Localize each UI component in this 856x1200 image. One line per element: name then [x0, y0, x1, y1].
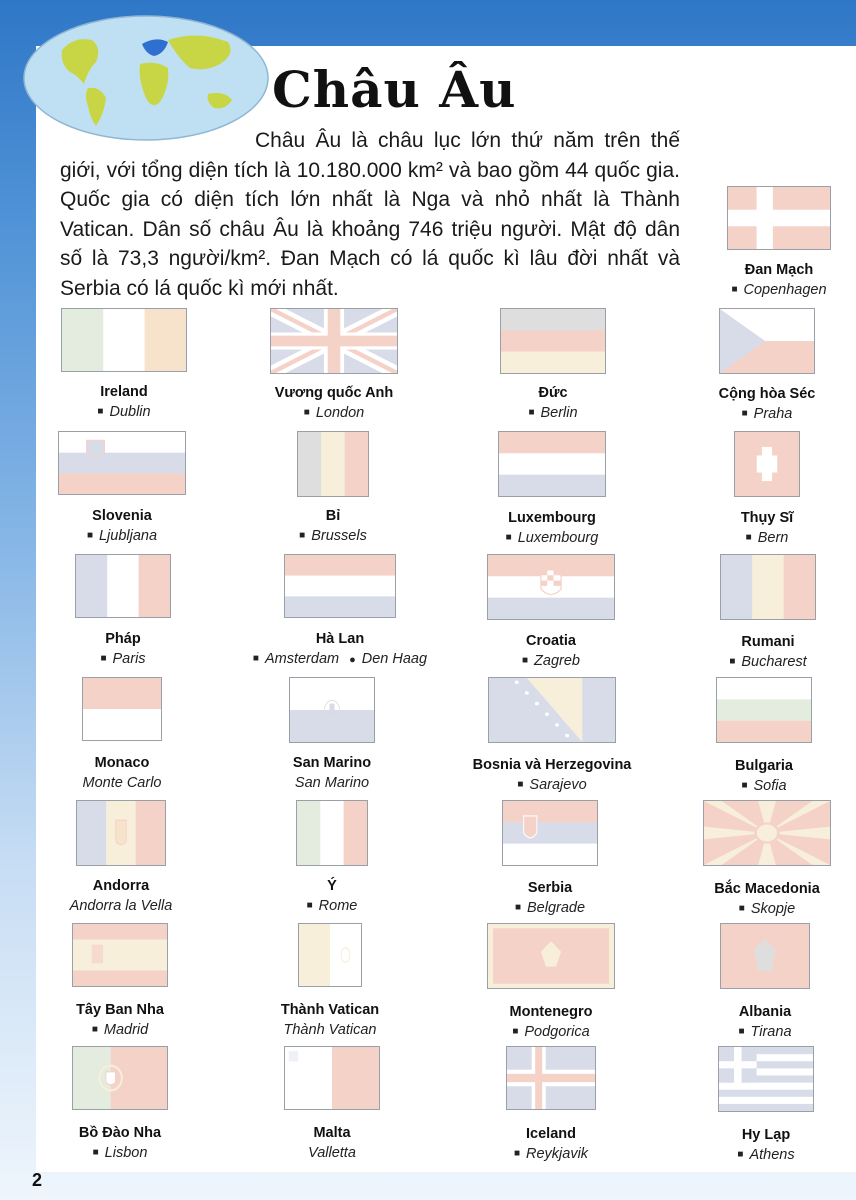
capital-name: Thành Vatican: [283, 1022, 377, 1038]
capital-dan-mach: [664, 282, 856, 298]
flag-bulgaria: [716, 677, 812, 743]
flag-cong-hoa-sec-graphic: [720, 309, 814, 373]
capital-serbia: [435, 900, 665, 916]
flag-tay-ban-nha: [72, 923, 168, 987]
capital-name: Reykjavik: [526, 1146, 589, 1162]
flag-bac-macedonia: [703, 800, 831, 866]
country-name-malta: Malta: [313, 1125, 351, 1141]
capital-name: Bern: [757, 530, 789, 546]
capital-name: Luxembourg: [517, 530, 599, 546]
flag-bi: [297, 431, 369, 497]
flag-rumani-graphic: [721, 555, 815, 619]
capital-bo-dao-nha: [5, 1145, 235, 1161]
flag-tay-ban-nha-graphic: [73, 924, 167, 986]
flag-thuy-si-graphic: [735, 432, 799, 496]
capital-marker-icon: ■: [737, 1149, 744, 1160]
flag-bosnia-va-herzegovina: [488, 677, 616, 743]
flag-vuong-quoc-anh: [270, 308, 398, 374]
capital-y: [217, 898, 447, 914]
country-name-thuy-si: Thụy Sĩ: [740, 510, 794, 526]
capital-rumani: [653, 654, 856, 670]
capital-name: Copenhagen: [743, 282, 827, 298]
flag-bo-dao-nha-graphic: [73, 1047, 167, 1109]
capital-ireland: [9, 404, 239, 420]
flag-bo-dao-nha: [72, 1046, 168, 1110]
capital-marker-icon: ■: [514, 902, 521, 913]
country-name-y: Ý: [327, 878, 337, 894]
flag-malta: [284, 1046, 380, 1110]
capital-slovenia: [7, 528, 237, 544]
capital-malta: [217, 1145, 447, 1161]
capital-marker-icon: ■: [738, 903, 745, 914]
flag-y: [296, 800, 368, 866]
country-name-albania: Albania: [738, 1004, 792, 1020]
flag-rumani: [720, 554, 816, 620]
page-number: 2: [32, 1170, 43, 1190]
flag-luxembourg-graphic: [499, 432, 605, 496]
flag-bulgaria-graphic: [717, 678, 811, 742]
flag-ha-lan: [284, 554, 396, 618]
capital-name: London: [315, 405, 365, 421]
capital-vuong-quoc-anh: [219, 405, 449, 421]
country-name-bi: Bỉ: [325, 508, 341, 524]
flag-san-marino-graphic: [290, 678, 374, 742]
capital-name: Sofia: [753, 778, 787, 794]
capital-marker-icon: ■: [303, 407, 310, 418]
flag-croatia-graphic: [488, 555, 614, 619]
flag-luxembourg: [498, 431, 606, 497]
country-name-bulgaria: Bulgaria: [734, 758, 793, 774]
flag-slovenia-graphic: [59, 432, 185, 494]
flag-montenegro: [487, 923, 615, 989]
capital-croatia: [436, 653, 666, 669]
flag-thuy-si: [734, 431, 800, 497]
capital-luxembourg: [437, 530, 667, 546]
capital-name: Zagreb: [534, 653, 580, 669]
country-name-montenegro: Montenegro: [509, 1004, 593, 1020]
flag-slovenia: [58, 431, 186, 495]
capital-name: Paris: [112, 651, 146, 667]
flag-dan-mach-graphic: [728, 187, 830, 249]
capital-montenegro: [436, 1024, 666, 1040]
flag-hy-lap: [718, 1046, 814, 1112]
flag-albania-graphic: [721, 924, 809, 988]
capital-tay-ban-nha: [5, 1022, 235, 1038]
capital-marker-icon: ■: [97, 406, 104, 417]
capital-marker-icon: ■: [522, 655, 529, 666]
country-name-vuong-quoc-anh: Vương quốc Anh: [274, 385, 394, 401]
world-map-globe: [22, 14, 270, 142]
flag-duc: [500, 308, 606, 374]
capital-marker-icon: ■: [306, 900, 313, 911]
capital-name: Andorra la Vella: [69, 898, 173, 914]
flag-andorra-graphic: [77, 801, 165, 865]
country-name-phap: Pháp: [105, 631, 141, 647]
capital-name: Bucharest: [741, 654, 807, 670]
country-name-iceland: Iceland: [526, 1126, 576, 1142]
flag-iceland: [506, 1046, 596, 1110]
capital-cong-hoa-sec: [652, 406, 856, 422]
country-name-san-marino: San Marino: [292, 755, 372, 771]
country-name-hy-lap: Hy Lạp: [741, 1127, 791, 1143]
capital-thuy-si: [652, 530, 856, 546]
country-name-luxembourg: Luxembourg: [508, 510, 596, 526]
capital-marker-icon: ■: [517, 779, 524, 790]
flag-bosnia-va-herzegovina-graphic: [489, 678, 615, 742]
country-name-thanh-vatican: Thành Vatican: [280, 1002, 380, 1018]
country-name-rumani: Rumani: [741, 634, 795, 650]
flag-phap-graphic: [76, 555, 170, 617]
capital-bi: [218, 528, 448, 544]
country-name-dan-mach: Đan Mạch: [744, 262, 814, 278]
capital-phap: [8, 651, 238, 667]
flag-montenegro-graphic: [488, 924, 614, 988]
flag-ireland-graphic: [62, 309, 186, 371]
flag-albania: [720, 923, 810, 989]
capital-marker-icon: ■: [299, 530, 306, 541]
flag-malta-graphic: [285, 1047, 379, 1109]
capital-marker-icon: ■: [738, 1026, 745, 1037]
capital-thanh-vatican: [215, 1022, 445, 1038]
capital-marker-icon: ■: [91, 1024, 98, 1035]
country-name-bo-dao-nha: Bồ Đào Nha: [78, 1125, 162, 1141]
flag-iceland-graphic: [507, 1047, 595, 1109]
country-name-tay-ban-nha: Tây Ban Nha: [76, 1002, 164, 1018]
capital-ha-lan: [225, 651, 455, 667]
country-name-croatia: Croatia: [526, 633, 576, 649]
capital-name: Amsterdam: [264, 651, 340, 667]
capital-name: Tirana: [750, 1024, 792, 1040]
capital-marker-icon: ■: [86, 530, 93, 541]
capital-marker-icon: ■: [505, 532, 512, 543]
capital-monaco: [7, 775, 237, 791]
capital-name: Praha: [753, 406, 793, 422]
capital-marker-icon: ■: [100, 653, 107, 664]
country-name-serbia: Serbia: [527, 880, 573, 896]
flag-duc-graphic: [501, 309, 605, 373]
capital-bosnia-va-herzegovina: [437, 777, 667, 793]
country-name-bac-macedonia: Bắc Macedonia: [714, 881, 820, 897]
country-name-ireland: Ireland: [100, 384, 148, 400]
flag-vuong-quoc-anh-graphic: [271, 309, 397, 373]
flag-ha-lan-graphic: [285, 555, 395, 617]
intro-paragraph: Châu Âu là châu lục lớn thứ năm trên thế giới, với tổng diện tích là 10.180.000 km² và bao gồm 44 quốc gia. Quốc gia có diện tích lớn nhất là Nga và nhỏ nhất là Thành Vatican. Dân số châu Âu là khoảng 746 triệu người. Mật độ dân số là 73,3 người/km². Đan Mạch có lá quốc kì lâu đời nhất và Serbia có lá quốc kì mới nhất.: [60, 129, 680, 300]
capital-marker-icon: ■: [729, 656, 736, 667]
country-name-ha-lan: Hà Lan: [315, 631, 365, 647]
capital-name: Monte Carlo: [82, 775, 162, 791]
capital-name: Madrid: [103, 1022, 149, 1038]
flag-thanh-vatican-graphic: [299, 924, 361, 986]
capital-marker-icon: ■: [528, 407, 535, 418]
capital-name: Sarajevo: [529, 777, 587, 793]
flag-hy-lap-graphic: [719, 1047, 813, 1111]
flag-dan-mach: [727, 186, 831, 250]
country-name-slovenia: Slovenia: [92, 508, 152, 524]
country-name-bosnia-va-herzegovina: Bosnia và Herzegovina: [472, 757, 632, 773]
capital-marker-icon: ■: [92, 1147, 99, 1158]
flag-ireland: [61, 308, 187, 372]
capital-name: Podgorica: [524, 1024, 590, 1040]
country-name-monaco: Monaco: [94, 755, 150, 771]
country-name-cong-hoa-sec: Cộng hòa Séc: [718, 386, 816, 402]
capital-hy-lap: [651, 1147, 856, 1163]
capital-marker-icon: ■: [512, 1026, 519, 1037]
flag-monaco: [82, 677, 162, 741]
capital-marker-icon: ■: [745, 532, 752, 543]
capital-name: Lisbon: [104, 1145, 148, 1161]
capital-name: Ljubljana: [98, 528, 158, 544]
capital-name: Dublin: [109, 404, 151, 420]
capital-name: Brussels: [311, 528, 367, 544]
capital-bac-macedonia: [652, 901, 856, 917]
capital-marker-icon: ■: [252, 653, 259, 664]
capital-name: Belgrade: [527, 900, 586, 916]
capital-duc: [438, 405, 668, 421]
capital-name: Berlin: [540, 405, 578, 421]
capital-name: San Marino: [294, 775, 370, 791]
flag-serbia: [502, 800, 598, 866]
flag-phap: [75, 554, 171, 618]
flag-bi-graphic: [298, 432, 368, 496]
capital-name: Skopje: [750, 901, 796, 917]
capital-marker-icon: ■: [513, 1148, 520, 1159]
flag-thanh-vatican: [298, 923, 362, 987]
capital-name: Valletta: [308, 1145, 356, 1161]
flag-bac-macedonia-graphic: [704, 801, 830, 865]
capital-marker-icon: ■: [741, 780, 748, 791]
capital-name-second: Den Haag: [361, 651, 428, 667]
second-capital-marker-icon: ●: [349, 654, 356, 666]
capital-marker-icon: ■: [741, 408, 748, 419]
capital-marker-icon: ■: [731, 284, 738, 295]
capital-andorra: [6, 898, 236, 914]
page-title: Châu Âu: [272, 60, 517, 119]
flag-croatia: [487, 554, 615, 620]
country-name-duc: Đức: [538, 385, 568, 401]
country-name-andorra: Andorra: [92, 878, 150, 894]
flag-cong-hoa-sec: [719, 308, 815, 374]
flag-andorra: [76, 800, 166, 866]
capital-name: Athens: [749, 1147, 795, 1163]
capital-iceland: [436, 1146, 666, 1162]
flag-san-marino: [289, 677, 375, 743]
flag-y-graphic: [297, 801, 367, 865]
capital-bulgaria: [649, 778, 856, 794]
flag-serbia-graphic: [503, 801, 597, 865]
capital-name: Rome: [318, 898, 358, 914]
capital-san-marino: [217, 775, 447, 791]
capital-albania: [650, 1024, 856, 1040]
flag-monaco-graphic: [83, 678, 161, 740]
